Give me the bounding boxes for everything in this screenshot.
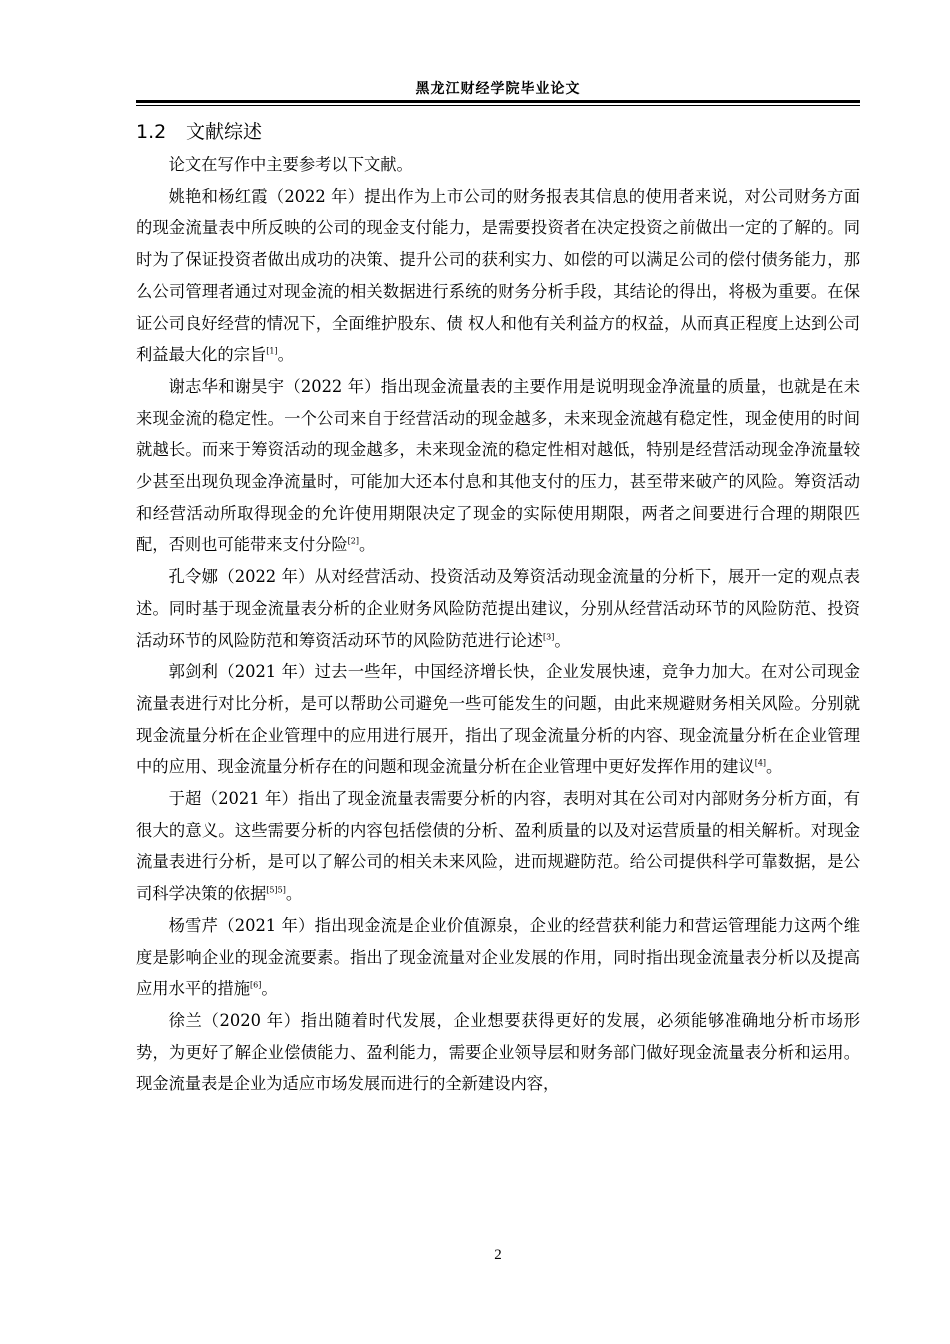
- paragraph-text: 论文在写作中主要参考以下文献。: [168, 155, 413, 174]
- paragraph-text: 徐兰（2020 年）指出随着时代发展，企业想要获得更好的发展，必须能够准确地分析市场形势，为更好了解企业偿债能力、盈利能力，需要企业领导层和财务部门做好现金流量表分析和运用。现金流量表是企业为适应市场发展而进行的全新建设内容，: [136, 1010, 860, 1094]
- paragraph-guo: [136, 656, 860, 783]
- page-header-title: 黑龙江财经学院毕业论文: [415, 81, 581, 97]
- citation-marker: [5]5]: [266, 885, 286, 895]
- section-number: 1.2: [136, 121, 167, 143]
- page-number: 2: [494, 1247, 502, 1263]
- section-title: 文献综述: [186, 121, 263, 143]
- paragraph-yang: [136, 910, 860, 1005]
- citation-marker: [4]: [754, 758, 767, 768]
- paragraph-tail: 。: [766, 757, 783, 777]
- header-rule-thin: [136, 105, 860, 106]
- paragraph-xu: [136, 1005, 860, 1100]
- paragraph-text: 于超（2021 年）指出了现金流量表需要分析的内容，表明对其在公司对内部财务分析方面，有很大的意义。这些需要分析的内容包括偿债的分析、盈利质量的以及对运营质量的相关解析。对现金流量表进行分析，是可以了解公司的相关未来风险，进而规避防范。给公司提供科学可靠数据，是公司科学决策的依据: [136, 789, 860, 904]
- paragraph-tail: 。: [261, 979, 278, 999]
- body-text: [136, 149, 860, 1100]
- paragraph-tail: 。: [277, 345, 294, 365]
- paragraph-text: 姚艳和杨红霞（2022 年）提出作为上市公司的财务报表其信息的使用者来说，对公司财务方面的现金流量表中所反映的公司的现金支付能力，是需要投资者在决定投资之前做出一定的了解的。同时为了保证投资者做出成功的决策、提升公司的获利实力、如偿的可以满足公司的偿付债务能力，那么公司管理者通过对现金流的相关数据进行系统的财务分析手段，其结论的得出，将极为重要。在保证公司良好经营的情况下，全面维护股东、债 权人和他有关利益方的权益，从而真正程度上达到公司利益最大化的宗旨: [136, 186, 860, 365]
- citation-marker: [6]: [249, 980, 262, 990]
- paragraph-intro: [136, 149, 860, 181]
- paragraph-tail: 。: [359, 535, 376, 555]
- paragraph-yu: [136, 783, 860, 910]
- paragraph-text: 谢志华和谢昊宇（2022 年）指出现金流量表的主要作用是说明现金净流量的质量，也就是在未来现金流的稳定性。一个公司来自于经营活动的现金越多，未来现金流越有稳定性，现金使用的时间就越长。而来于筹资活动的现金越多，未来现金流的稳定性相对越低，特别是经营活动现金净流量较少甚至出现负现金净流量时，可能加大还本付息和其他支付的压力，甚至带来破产的风险。筹资活动和经营活动所取得现金的允许使用期限决定了现金的实际使用期限，两者之间要进行合理的期限匹配，否则也可能带来支付分险: [136, 376, 860, 555]
- paragraph-text: 孔令娜（2022 年）从对经营活动、投资活动及筹资活动现金流量的分析下，展开一定的观点表述。同时基于现金流量表分析的企业财务风险防范提出建议，分别从经营活动环节的风险防范、投资活动环节的风险防范和筹资活动环节的风险防范进行论述: [136, 567, 860, 650]
- paragraph-text: 杨雪芹（2021 年）指出现金流是企业价值源泉，企业的经营获利能力和营运管理能力这两个维度是影响企业的现金流要素。指出了现金流量对企业发展的作用，同时指出现金流量表分析以及提高应用水平的措施: [136, 915, 860, 999]
- paragraph-yao-yang: [136, 181, 860, 371]
- paragraph-tail: 。: [554, 630, 571, 650]
- citation-marker: [1]: [266, 346, 278, 356]
- paragraph-tail: 。: [285, 884, 303, 904]
- citation-marker: [2]: [347, 537, 360, 547]
- header-rule-thick: [136, 100, 860, 103]
- paragraph-text: 郭剑利（2021 年）过去一些年，中国经济增长快，企业发展快速，竞争力加大。在对公司现金流量表进行对比分析，是可以帮助公司避免一些可能发生的问题，由此来规避财务相关风险。分别就现金流量分析在企业管理中的应用进行展开，指出了现金流量分析的内容、现金流量分析在企业管理中的应用、现金流量分析存在的问题和现金流量分析在企业管理中更好发挥作用的建议: [136, 662, 860, 777]
- section-heading: [136, 118, 262, 146]
- paragraph-xie-xie: [136, 371, 860, 561]
- citation-marker: [3]: [543, 632, 555, 642]
- paragraph-kong: [136, 561, 860, 656]
